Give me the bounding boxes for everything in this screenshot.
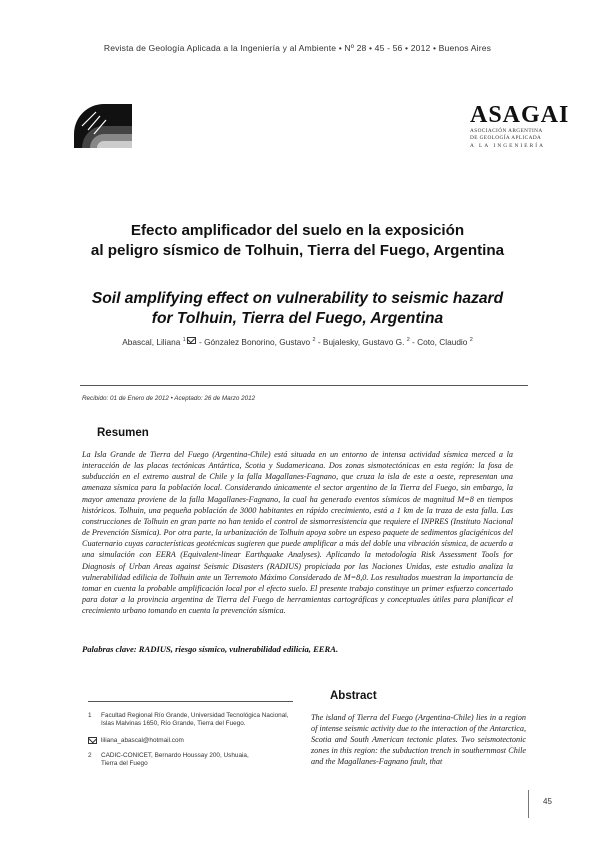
author-4: - Coto, Claudio (409, 337, 470, 347)
footnote-email (88, 737, 298, 745)
footnote-2 (88, 752, 298, 768)
envelope-icon (88, 737, 97, 747)
author-list (0, 337, 595, 347)
envelope-icon (187, 337, 196, 344)
author-4-affiliation: 2 (469, 337, 473, 344)
footnote-email-text: liliana_abascal@hotmail.com (101, 737, 184, 744)
author-1-affiliation: 1 (182, 337, 186, 344)
title-spanish-line-1: Efecto amplificador del suelo en la exposición (130, 222, 465, 239)
page-number-divider (528, 790, 529, 818)
resumen-text: La Isla Grande de Tierra del Fuego (Argentina-Chile) está situada en un entorno de intensa actividad sísmica merced a la interacción de las placas tectónicas Antártica, Scotia y Sudamericana. Dos zonas sismotectónicas en esta región: la fosa de subducción en el extremo austral de Chile y la falla Magallanes-Fagnano, que cruza la isla de este a oeste, representan una amenaza sísmica para la población local. Considerando únicamente el sector argentino de la Tierra del Fuego, sin embargo, la mayor amenaza proviene de la falla Magallanes-Fagnano, la cual ha generado eventos sísmicos de magnitud M=8 en tiempos históricos. Tolhuin, una pequeña población de 3000 habitantes en rápido crecimiento, está a 1 km de la traza de esta falla. Las construcciones de Tolhuin en gran parte no han tenido el control de sismorresistencia que requiere el INPRES (Instituto Nacional de Prevención Sísmica). Por otra parte, la urbanización de Tolhuin apoya sobre un espeso paquete de sedimentos glacigénicos del Cuaternario cuyas características geotécnicas sugieren que puede amplificar a más del doble una vibración sísmica, de acuerdo a una simulación con EERA (Equivalent-linear Earthquake Analyses). Aplicando la metodología Risk Assessment Tools for Diagnosis of Urban Areas against Seismic Disasters (RADIUS) propiciada por las Naciones Unidas, este estudio analiza la vulnerabilidad edilicia de Tolhuin ante un Terremoto Máximo Considerado de M=8,0. Los resultados muestran la importancia de tomar en cuenta la probable amplificación local por el efecto suelo. El presente trabajo constituye un primer esfuerzo concertado para dotar a la provincia argentina de Tierra del Fuego de herramientas cartográficas y conceptuales útiles para planificar el crecimiento urbano tomando en cuenta la prevención sísmica. (82, 450, 513, 616)
title-english-line-2: for Tolhuin, Tierra del Fuego, Argentina (151, 310, 444, 327)
abstract-text: The island of Tierra del Fuego (Argentina-Chile) lies in a region of intense seismic activity due to the interaction of the Antarctica, Scotia and South American tectonic plates. Two seismotectonic zones in this region: the subduction trench in southernmost Chile and the Magallanes-Fagnano fault, that (311, 713, 526, 767)
author-2: - Gónzalez Bonorino, Gustavo (196, 337, 313, 347)
logo-line-2: DE GEOLOGÍA APLICADA (470, 135, 542, 142)
footnote-1 (88, 712, 298, 728)
header-divider (80, 385, 528, 386)
footnote-divider (88, 701, 293, 702)
keywords: Palabras clave: RADIUS, riesgo sísmico, vulnerabilidad edilicia, EERA. (82, 644, 339, 654)
resumen-heading: Resumen (97, 427, 149, 439)
asagai-logo-mark (74, 100, 132, 148)
logo-name: ASAGAI (470, 102, 570, 128)
logo-line-3: A LA INGENIERÍA (470, 142, 546, 149)
abstract-heading: Abstract (330, 690, 377, 702)
title-english-line-1: Soil amplifying effect on vulnerability to seismic hazard (91, 290, 504, 307)
author-3: - Bujalesky, Gustavo G. (315, 337, 407, 347)
received-accepted-dates: Recibido: 01 de Enero de 2012 • Aceptado: 26 de Marzo 2012 (82, 395, 256, 402)
logo-line-1: ASOCIACIÓN ARGENTINA (470, 128, 543, 134)
footnote-2-number: 2 (88, 752, 92, 759)
author-2-affiliation: 2 (312, 337, 316, 344)
page-number: 45 (543, 797, 552, 806)
author-3-affiliation: 2 (406, 337, 410, 344)
footnote-1-number: 1 (88, 712, 92, 719)
footnote-1-text: Facultad Regional Río Grande, Universidad Tecnológica Nacional, Islas Malvinas 1650, Río Grande, Tierra del Fuego. (101, 712, 289, 728)
footnote-2-text: CADIC-CONICET, Bernardo Houssay 200, Ushuaia, Tierra del Fuego (101, 752, 249, 768)
author-1: Abascal, Liliana (122, 337, 183, 347)
title-spanish-line-2: al peligro sísmico de Tolhuin, Tierra del Fuego, Argentina (90, 242, 505, 259)
asagai-logo (470, 102, 570, 149)
journal-header: Revista de Geología Aplicada a la Ingeniería y al Ambiente • Nº 28 • 45 - 56 • 2012 • Buenos Aires (103, 43, 492, 53)
